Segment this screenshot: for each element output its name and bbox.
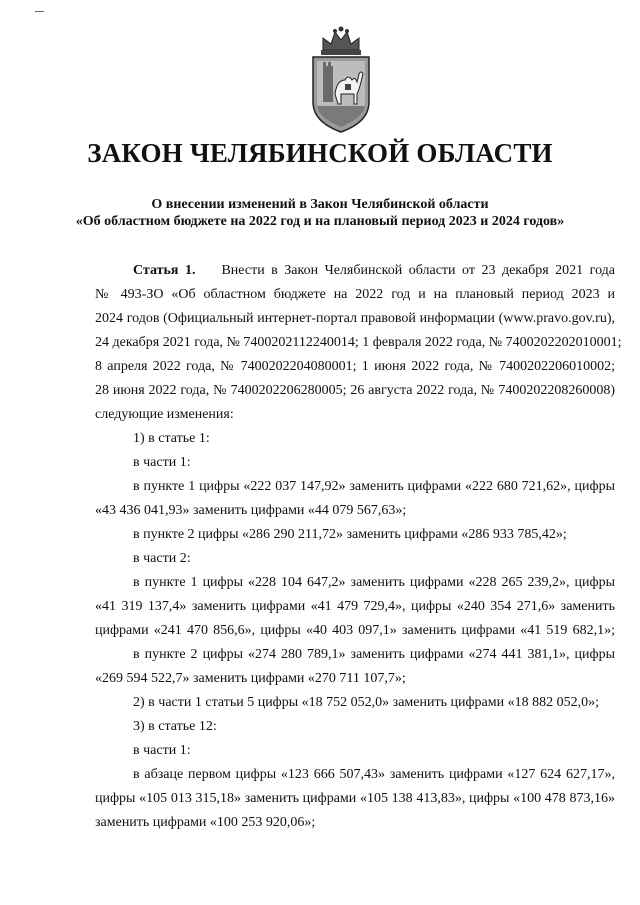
- text-line: в пункте 1 цифры «222 037 147,92» заменить цифрами «222 680 721,62», цифры: [133, 479, 615, 494]
- text-line: в части 1:: [133, 455, 191, 470]
- article-text: Внести в Закон Челябинской области от 23 декабря 2021 года: [221, 263, 616, 278]
- text-line: 24 декабря 2021 года, № 7400202112240014; 1 февраля 2022 года, № 7400202202010001;: [95, 335, 622, 350]
- text-line: в пункте 2 цифры «274 280 789,1» заменить цифрами «274 441 381,1», цифры: [133, 647, 615, 662]
- text-line: в пункте 1 цифры «228 104 647,2» заменить цифрами «228 265 239,2», цифры: [133, 575, 615, 590]
- document-subtitle-line-1: О внесении изменений в Закон Челябинской области: [151, 197, 489, 212]
- text-line: цифры «105 013 315,18» заменить цифрами «105 138 413,83», цифры «100 478 873,16»: [95, 791, 615, 806]
- text-line: 2024 годов (Официальный интернет-портал правовой информации (www.pravo.gov.ru),: [95, 311, 615, 326]
- coat-of-arms-emblem: [301, 24, 381, 134]
- text-line: 3) в статье 12:: [133, 719, 217, 734]
- text-line: «269 594 522,7» заменить цифрами «270 711 107,7»;: [95, 671, 406, 686]
- text-line: 28 июня 2022 года, № 7400202206280005; 26 августа 2022 года, № 7400202208260008): [95, 383, 615, 398]
- text-line: в абзаце первом цифры «123 666 507,43» заменить цифрами «127 624 627,17»,: [133, 767, 615, 782]
- text-line: следующие изменения:: [95, 407, 234, 422]
- document-subtitle-line-2: «Об областном бюджете на 2022 год и на плановый период 2023 и 2024 годов»: [75, 214, 565, 229]
- article-label: Статья 1.: [133, 263, 196, 278]
- text-line: «41 319 137,4» заменить цифрами «41 479 729,4», цифры «240 354 271,6» заменить: [95, 599, 615, 614]
- text-line: в части 1:: [133, 743, 191, 758]
- scan-corner-mark: [35, 11, 44, 12]
- text-line: заменить цифрами «100 253 920,06»;: [95, 815, 316, 830]
- text-line: № 493-ЗО «Об областном бюджете на 2022 год и на плановый период 2023 и: [95, 287, 615, 302]
- document-title: ЗАКОН ЧЕЛЯБИНСКОЙ ОБЛАСТИ: [87, 138, 553, 168]
- text-line: цифрами «241 470 856,6», цифры «40 403 097,1» заменить цифрами «41 519 682,1»;: [95, 623, 615, 638]
- text-line: «43 436 041,93» заменить цифрами «44 079 567,63»;: [95, 503, 407, 518]
- text-line: в части 2:: [133, 551, 191, 566]
- article-first-line: [133, 262, 615, 280]
- text-line: 2) в части 1 статьи 5 цифры «18 752 052,0» заменить цифрами «18 882 052,0»;: [133, 695, 599, 710]
- text-line: в пункте 2 цифры «286 290 211,72» заменить цифрами «286 933 785,42»;: [133, 527, 567, 542]
- text-line: 1) в статье 1:: [133, 431, 210, 446]
- text-line: 8 апреля 2022 года, № 7400202204080001; 1 июня 2022 года, № 7400202206010002;: [95, 359, 615, 374]
